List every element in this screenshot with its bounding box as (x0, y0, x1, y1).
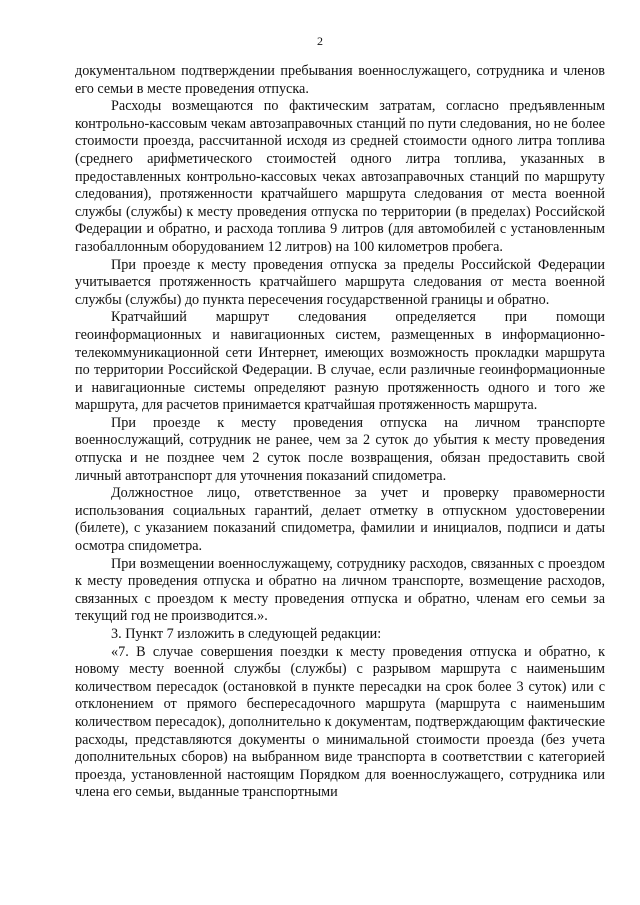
paragraph-personal-transport: При проезде к месту проведения отпуска на личном транспорте военнослужащий, сотрудник не ранее, чем за 2 суток до убытия к месту проведения отпуска и не позднее чем 2 суток после возвращения, обязан предоставить свой личный автотранспорт для уточнения показаний спидометра. (75, 414, 605, 484)
page-number: 2 (317, 34, 323, 48)
document-body (75, 63, 605, 802)
paragraph-abroad-travel: При проезде к месту проведения отпуска за пределы Российской Федерации учитывается протяженность кратчайшего маршрута следования от места военной службы (службы) до пункта пересечения государственной границы и обратно. (75, 256, 605, 308)
paragraph-continuation: документальном подтверждении пребывания военнослужащего, сотрудника и членов его семьи в месте проведения отпуска. (75, 63, 605, 97)
paragraph-official-check: Должностное лицо, ответственное за учет и проверку правомерности использования социальных гарантий, делает отметку в отпускном удостоверении (билете), с указанием показаний спидометра, фамилии и инициалов, подписи и даты осмотра спидометра. (75, 485, 605, 555)
paragraph-expense-reimbursement: Расходы возмещаются по фактическим затратам, согласно предъявленным контрольно-кассовым чекам автозаправочных станций по пути следования, но не более стоимости проезда, рассчитанной исходя из средней стоимости одного литра топлива (среднего арифметического стоимостей одного литра топлива, указанных в предоставленных контрольно-кассовых чеках автозаправочных станций по маршруту следования), протяженности кратчайшего маршрута следования от места военной службы (службы) к месту проведения отпуска по территории (в пределах) Российской Федерации и обратно, и расхода топлива 9 литров (для автомобилей с установленным газобаллонным оборудованием 12 литров) на 100 километров пробега. (75, 98, 605, 255)
paragraph-family-reimbursement: При возмещении военнослужащему, сотруднику расходов, связанных с проездом к месту проведения отпуска и обратно на личном транспорте, возмещение расходов, связанных с проездом к месту проведения отпуска и обратно, членам его семьи за текущий год не производится.». (75, 555, 605, 625)
paragraph-shortest-route: Кратчайший маршрут следования определяется при помощи геоинформационных и навигационных систем, размещенных в информационно-телекоммуникационной сети Интернет, имеющих возможность прокладки маршрута по территории Российской Федерации. В случае, если различные геоинформационные и навигационные системы определяют разную протяженность одного и того же маршрута, для расчетов принимается кратчайшая протяженность маршрута. (75, 309, 605, 414)
paragraph-item-3: 3. Пункт 7 изложить в следующей редакции: (111, 626, 382, 642)
paragraph-item-7: «7. В случае совершения поездки к месту проведения отпуска и обратно, к новому месту военной службы (службы) с разрывом маршрута с наименьшим количеством пересадок (остановкой в пункте пересадки на срок более 3 суток) или с отклонением от прямого беспересадочного маршрута (маршрута с наименьшим количеством пересадок), дополнительно к документам, подтверждающим фактические расходы, представляются документы о минимальной стоимости проезда (без учета дополнительных сборов) на выбранном виде транспорта в соответствии с категорией проезда, установленной настоящим Порядком для военнослужащего, сотрудника или члена его семьи, выданные транспортными (75, 643, 605, 801)
